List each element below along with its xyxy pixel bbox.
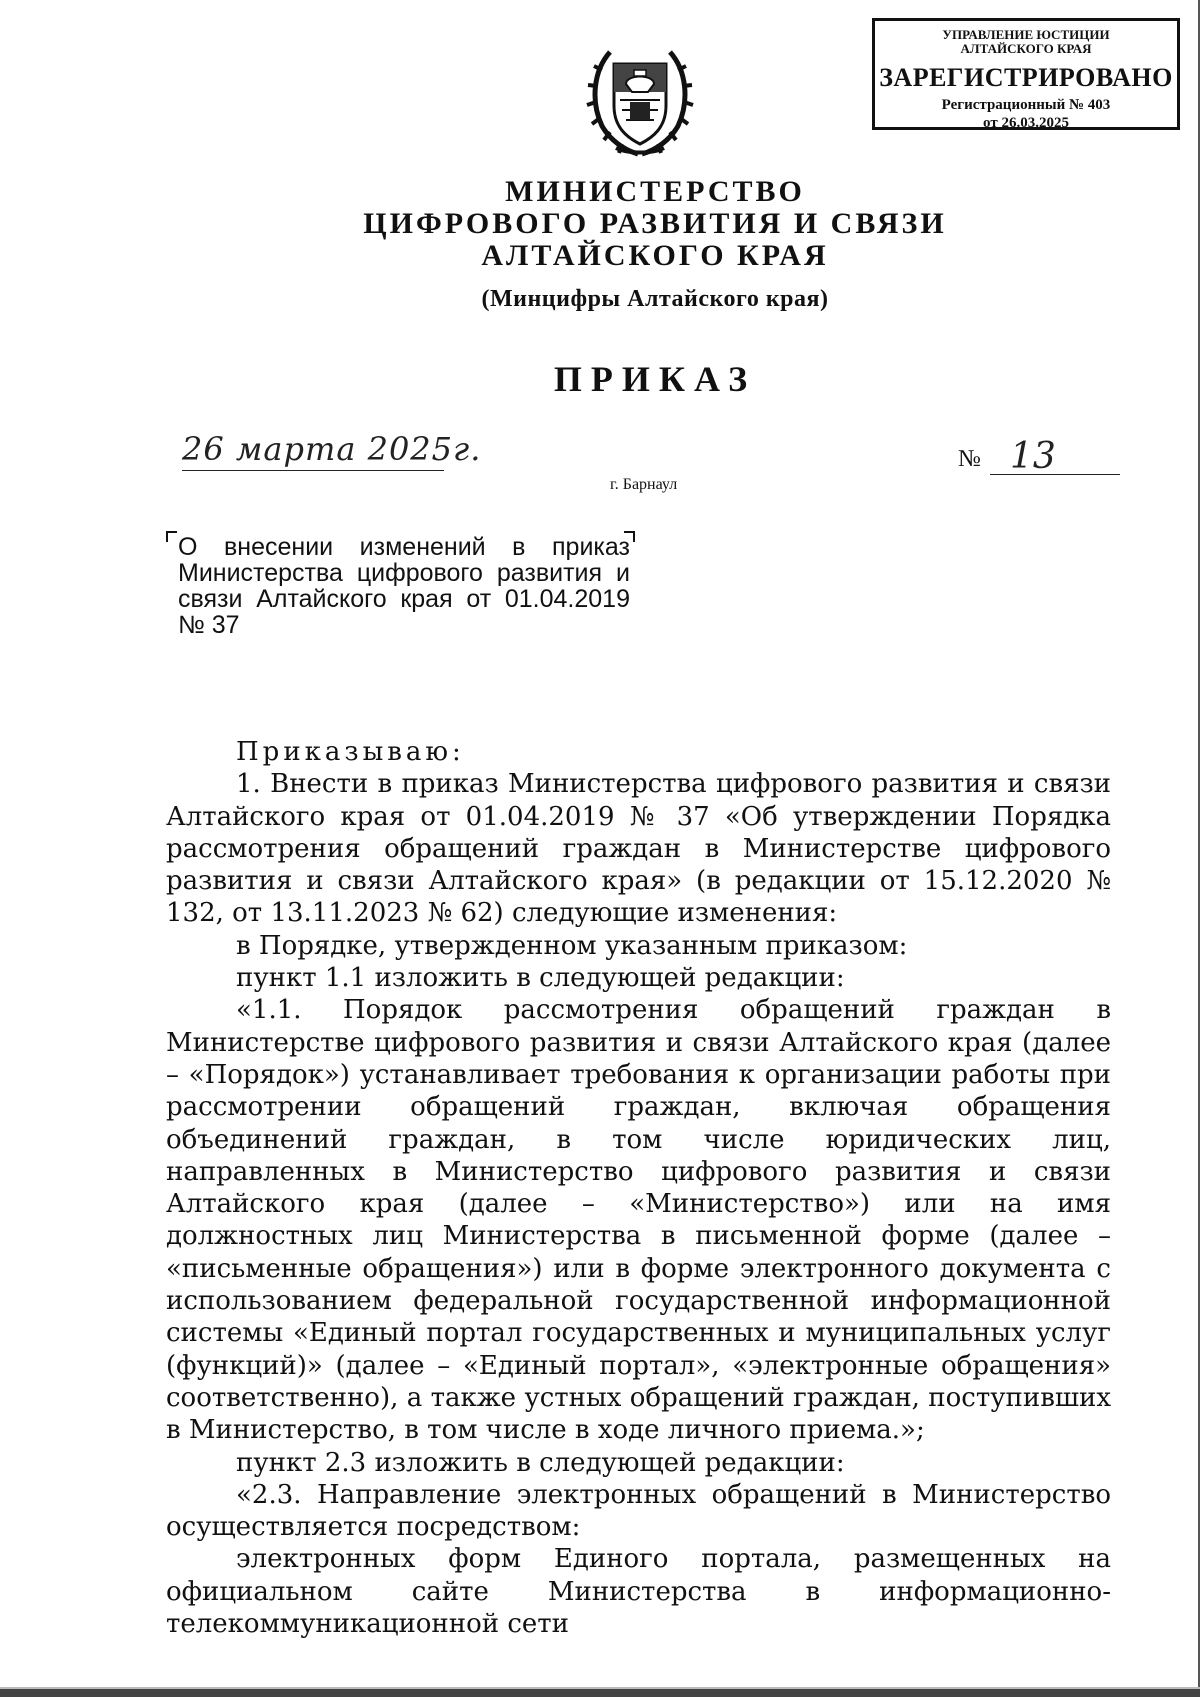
ministry-title bbox=[0, 176, 1200, 272]
ministry-short-name: (Минцифры Алтайского края) bbox=[481, 286, 829, 312]
order-word: Приказываю: bbox=[236, 737, 465, 767]
paragraph-4: «1.1. Порядок рассмотрения обращений граждан в Министерстве цифрового развития и связи Алтайского края (далее – «Порядок») устанавливает требования к организации работы при рассмотрении обращений граждан, включая обращения объединений граждан, в том числе юридических лиц, направленных в Министерство цифрового развития и связи Алтайского края (далее – «Министерство») или на имя должностных лиц Министерства в письменной форме (далее – «письменные обращения») или в форме электронного документа с использованием федеральной государственной информационной системы «Единый портал государственных и муниципальных услуг (функций)» (далее – «Единый портал», «электронные обращения» соответственно), а также устных обращений граждан, поступивших в Министерство, в том числе в ходе личного приема.»; bbox=[166, 995, 1111, 1446]
ministry-title-line2: ЦИФРОВОГО РАЗВИТИЯ И СВЯЗИ bbox=[363, 207, 947, 240]
stamp-registered: ЗАРЕГИСТРИРОВАНО bbox=[879, 63, 1173, 92]
document-type: ПРИКАЗ bbox=[553, 359, 757, 399]
page-edge-bottom bbox=[0, 1689, 1200, 1697]
paragraph-7: электронных форм Единого портала, размещенных на официальном сайте Министерства в информационно-телекоммуникационной сети bbox=[166, 1544, 1111, 1640]
number-underline bbox=[990, 474, 1120, 475]
handwritten-number: 13 bbox=[1010, 436, 1056, 477]
paragraph-6: «2.3. Направление электронных обращений в Министерство осуществляется посредством: bbox=[166, 1479, 1111, 1543]
city: г. Барнаул bbox=[610, 476, 678, 493]
document-body bbox=[166, 736, 1111, 1640]
stamp-authority-line2: АЛТАЙСКОГО КРАЯ bbox=[960, 41, 1092, 56]
document-subject: О внесении изменений в приказ Министерства цифрового развития и связи Алтайского края от 01.04.2019 № 37 bbox=[178, 533, 630, 639]
stamp-reg-date: от 26.03.2025 bbox=[983, 115, 1069, 131]
paragraph-3: пункт 1.1 изложить в следующей редакции: bbox=[236, 963, 845, 994]
date-underline bbox=[182, 470, 444, 471]
subject-corner-left bbox=[166, 531, 177, 542]
handwritten-date: 26 марта 2025г. bbox=[182, 430, 482, 468]
ministry-title-line3: АЛТАЙСКОГО КРАЯ bbox=[481, 239, 829, 272]
paragraph-5: пункт 2.3 изложить в следующей редакции: bbox=[236, 1447, 845, 1478]
altai-coat-of-arms-icon bbox=[580, 30, 700, 158]
stamp-reg-number: Регистрационный № 403 bbox=[941, 97, 1111, 113]
stamp-authority-line1: УПРАВЛЕНИЕ ЮСТИЦИИ bbox=[942, 27, 1110, 42]
registration-stamp bbox=[872, 18, 1180, 130]
ministry-title-line1: МИНИСТЕРСТВО bbox=[505, 175, 805, 208]
number-label: № bbox=[958, 446, 981, 472]
paragraph-2: в Порядке, утвержденном указанным приказом: bbox=[236, 930, 908, 961]
paragraph-1: 1. Внести в приказ Министерства цифрового развития и связи Алтайского края от 01.04.2019 № 37 «Об утверждении Порядка рассмотрения обращений граждан в Министерстве цифрового развития и связи Алтайского края» (в редакции от 15.12.2020 № 132, от 13.11.2023 № 62) следующие изменения: bbox=[166, 769, 1111, 929]
